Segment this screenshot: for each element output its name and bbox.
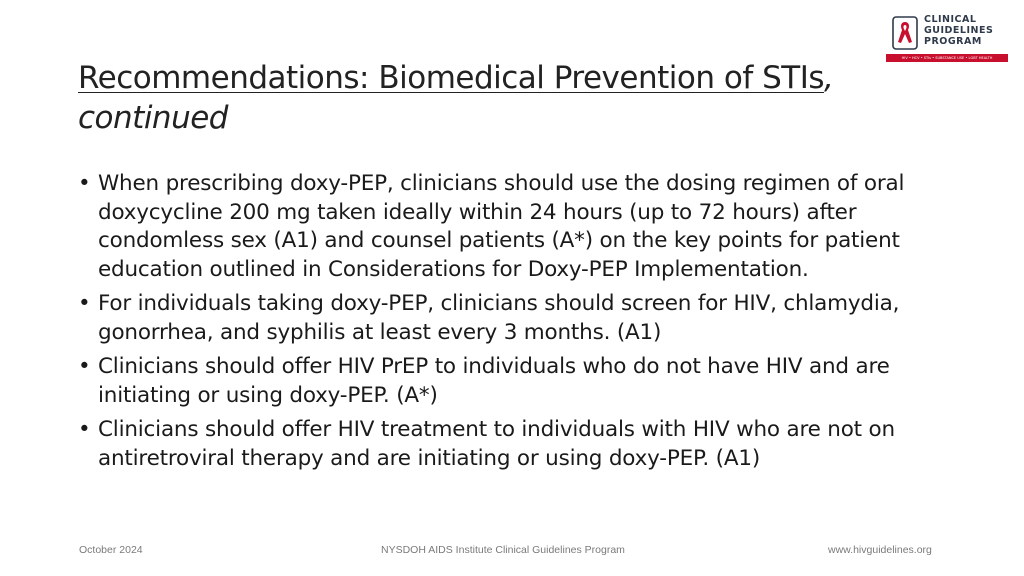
logo-line-1: CLINICAL bbox=[924, 14, 977, 25]
bullet-text: When prescribing doxy-PEP, clinicians should use the dosing regimen of oral doxycycline 200 mg taken ideally within 24 hours (up to 72 hours) after condomless sex (A1) and counsel patients (A*) on the key points for patient education outlined in Considerations for Doxy-PEP Implementation. bbox=[98, 171, 905, 282]
bullet-item bbox=[78, 416, 958, 473]
footer-website-link[interactable]: www.hivguidelines.org bbox=[828, 544, 932, 556]
bullet-item bbox=[78, 170, 958, 284]
footer-date: October 2024 bbox=[79, 544, 143, 556]
slide-title bbox=[78, 58, 868, 138]
bullet-marker: • bbox=[78, 354, 91, 379]
bullet-list bbox=[78, 170, 958, 479]
bullet-text: Clinicians should offer HIV PrEP to individuals who do not have HIV and are initiating or using doxy-PEP. (A*) bbox=[98, 354, 890, 408]
program-logo bbox=[886, 12, 1010, 64]
logo-line-3: PROGRAM bbox=[924, 36, 982, 47]
red-ribbon-icon bbox=[892, 16, 918, 50]
footer-program-name: NYSDOH AIDS Institute Clinical Guidelines Program bbox=[381, 544, 625, 556]
bullet-marker: • bbox=[78, 417, 91, 442]
logo-tagline-bar: HIV • HCV • STIs • SUBSTANCE USE • LGBT HEALTH bbox=[886, 54, 1008, 62]
slide-title-suffix: , continued bbox=[78, 60, 834, 136]
logo-wordmark bbox=[924, 14, 993, 47]
bullet-marker: • bbox=[78, 291, 91, 316]
slide-title-main: Recommendations: Biomedical Prevention of STIs bbox=[78, 60, 824, 96]
bullet-text: Clinicians should offer HIV treatment to individuals with HIV who are not on antiretroviral therapy and are initiating or using doxy-PEP. (A1) bbox=[98, 417, 895, 471]
logo-line-2: GUIDELINES bbox=[924, 25, 994, 36]
bullet-item bbox=[78, 290, 958, 347]
bullet-text: For individuals taking doxy-PEP, clinicians should screen for HIV, chlamydia, gonorrhea, and syphilis at least every 3 months. (A1) bbox=[98, 291, 900, 345]
bullet-marker: • bbox=[78, 171, 91, 196]
bullet-item bbox=[78, 353, 958, 410]
